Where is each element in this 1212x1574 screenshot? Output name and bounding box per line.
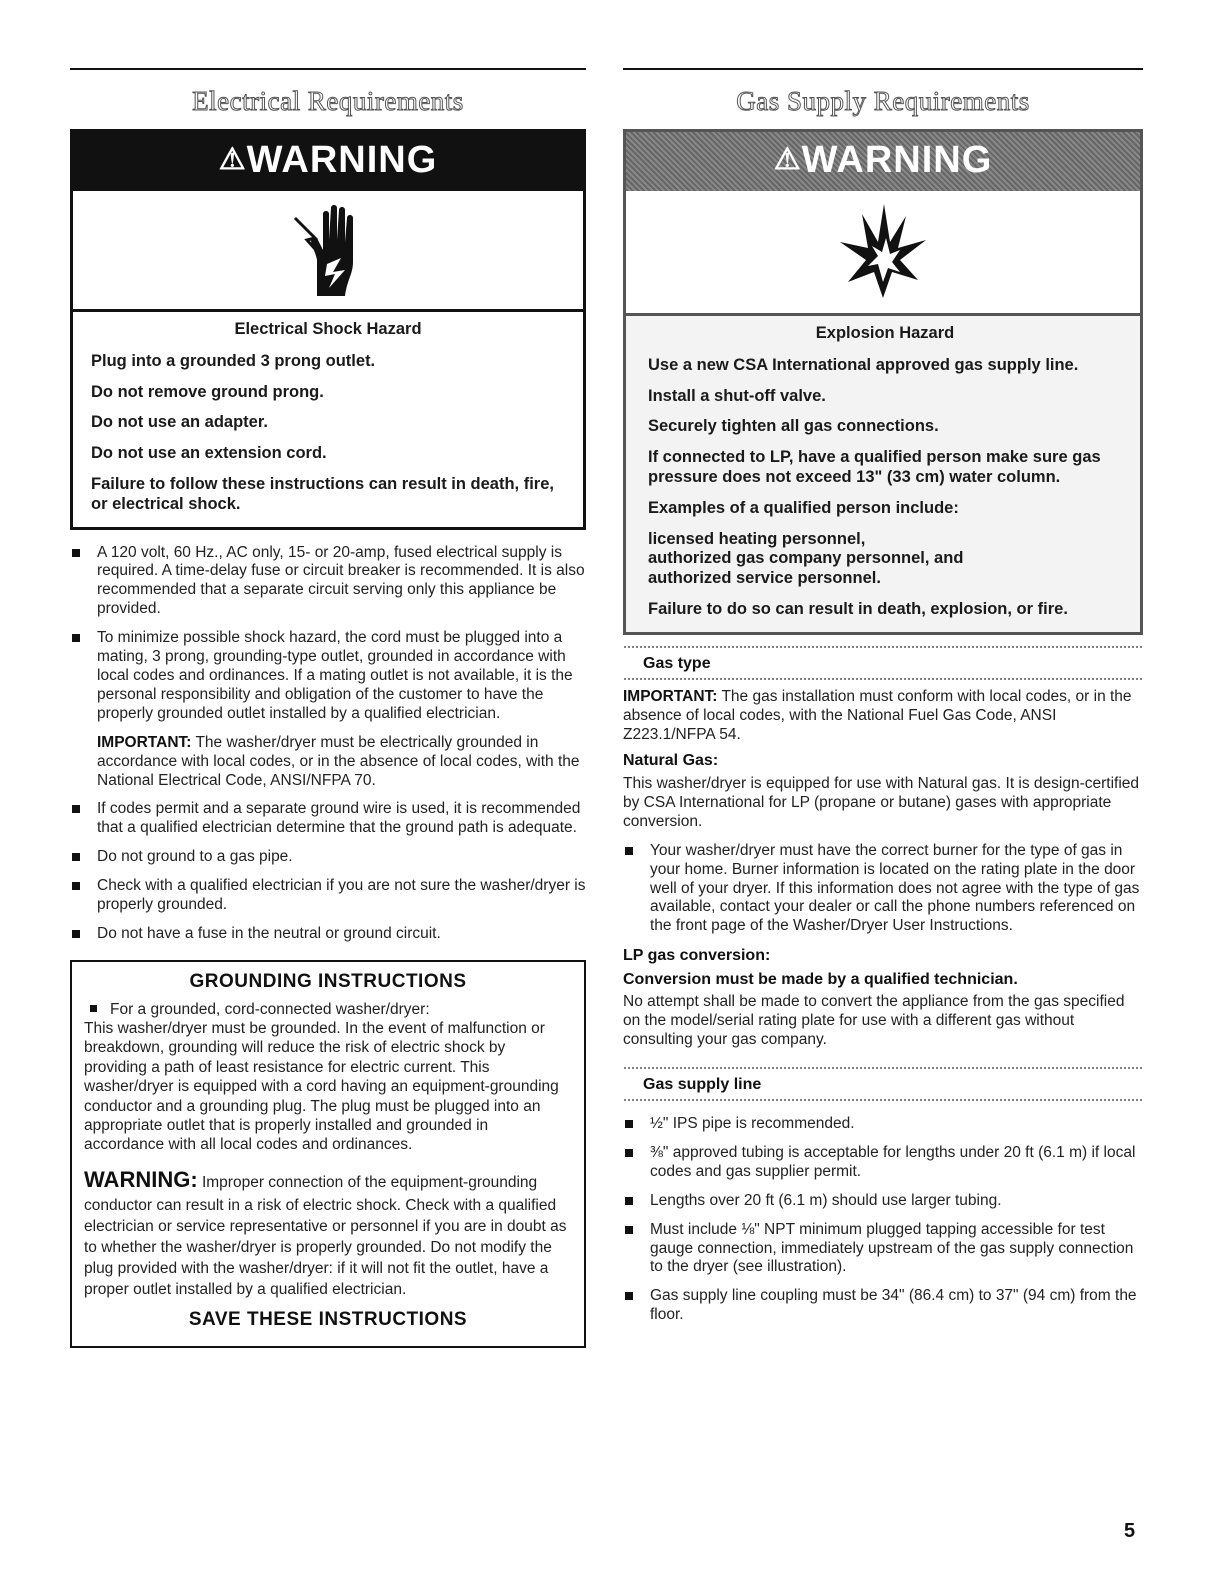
- top-rule: [623, 68, 1143, 70]
- list-item: A 120 volt, 60 Hz., AC only, 15- or 20-amp, fused electrical supply is required. A time-delay fuse or circuit breaker is recommended. It is also recommended that a separate circuit serving only this appliance be provided.: [70, 544, 586, 620]
- warning-line: Install a shut-off valve.: [648, 386, 826, 405]
- electrical-warning-box: [70, 129, 586, 530]
- page-number: 5: [1124, 1520, 1136, 1542]
- warning-triangle-icon: ⚠: [773, 143, 802, 176]
- grounding-bullet: For a grounded, cord-connected washer/dryer:: [84, 1000, 572, 1019]
- warning-line: Failure to do so can result in death, explosion, or fire.: [648, 599, 1068, 618]
- warning-header: ⚠WARNING: [626, 132, 1140, 191]
- electrical-warning-text: [73, 312, 583, 527]
- shock-hazard-icon-area: [73, 191, 583, 312]
- gas-title: Gas Supply Requirements: [736, 86, 1030, 116]
- grounding-warning: WARNING: Improper connection of the equipment-grounding conductor can result in a risk of electric shock. Check with a qualified electrician or service representative or personnel if you are in doubt as to whether the washer/dryer is properly grounded. Do not modify the plug provided with the washer/dryer: if it will not fit the outlet, have a proper outlet installed by a qualified electrician.: [84, 1166, 567, 1298]
- list-item: Your washer/dryer must have the correct burner for the type of gas in your home. Burner information is located on the rating plate in the door well of your dryer. If this information does not agree with the type of gas available, contact your dealer or call the phone numbers referenced on the front page of the Washer/Dryer User Instructions.: [623, 842, 1143, 937]
- lp-conversion-heading: LP gas conversion:: [623, 947, 771, 965]
- gas-warning-box: [623, 129, 1143, 635]
- warning-line: licensed heating personnel, authorized gas company personnel, and authorized service personnel.: [648, 529, 964, 588]
- hazard-title: Explosion Hazard: [815, 324, 955, 342]
- grounding-text: This washer/dryer must be grounded. In the event of malfunction or breakdown, grounding will reduce the risk of electric shock by providing a path of least resistance for electric current. This washer/dryer is equipped with a cord having an equipment-grounding conductor and a grounding plug. The plug must be plugged into an appropriate outlet that is properly installed and grounded in accordance with all local codes and ordinances.: [84, 1020, 559, 1154]
- warning-line: Examples of a qualified person include:: [648, 498, 959, 517]
- important-note: IMPORTANT: The gas installation must conform with local codes, or in the absence of local codes, with the National Fuel Gas Code, ANSI Z223.1/NFPA 54.: [623, 687, 1132, 743]
- natural-gas-text: This washer/dryer is equipped for use with Natural gas. It is design-certified by CSA International for LP (propane or butane) gases with appropriate conversion.: [623, 775, 1140, 830]
- grounding-title: GROUNDING INSTRUCTIONS: [189, 970, 467, 992]
- warning-line: Do not remove ground prong.: [91, 382, 324, 401]
- list-item: ½" IPS pipe is recommended.: [623, 1115, 1143, 1134]
- gas-column: [623, 68, 1143, 1335]
- list-item: ⅜" approved tubing is acceptable for lengths under 20 ft (6.1 m) if local codes and gas supplier permit.: [623, 1144, 1143, 1182]
- divider: [623, 677, 1143, 682]
- gas-type-heading: Gas type: [643, 654, 711, 672]
- gas-type-section: [623, 688, 1143, 1050]
- list-item: To minimize possible shock hazard, the cord must be plugged into a mating, 3 prong, grounding-type outlet, grounded in accordance with local codes and ordinances. If a mating outlet is not available, it is the personal responsibility and obligation of the customer to have the properly grounded outlet installed by a qualified electrician. IMPORTANT: The washer/dryer must be electrically grounded in accordance with local codes, or in the absence of local codes, with the National Electrical Code, ANSI/NFPA 70.: [70, 629, 586, 790]
- natural-gas-heading: Natural Gas:: [623, 752, 719, 770]
- list-item: If codes permit and a separate ground wire is used, it is recommended that a qualified electrician determine that the ground path is adequate.: [70, 800, 586, 838]
- list-item: Check with a qualified electrician if you are not sure the washer/dryer is properly grounded.: [70, 877, 586, 915]
- warning-line: Do not use an extension cord.: [91, 444, 327, 463]
- list-item: Gas supply line coupling must be 34" (86.4 cm) to 37" (94 cm) from the floor.: [623, 1287, 1143, 1325]
- divider: [623, 1098, 1143, 1103]
- hazard-title: Electrical Shock Hazard: [234, 320, 422, 338]
- save-instructions: SAVE THESE INSTRUCTIONS: [188, 1308, 468, 1330]
- lp-conversion-subheading: Conversion must be made by a qualified technician.: [623, 970, 1018, 988]
- warning-line: Plug into a grounded 3 prong outlet.: [91, 351, 376, 370]
- explosion-icon: [838, 202, 928, 302]
- natural-gas-bullets: [623, 842, 1143, 937]
- gas-supply-heading: Gas supply line: [643, 1076, 762, 1093]
- warning-line: Securely tighten all gas connections.: [648, 417, 939, 436]
- gas-supply-bullets: [623, 1115, 1143, 1325]
- list-item: Do not have a fuse in the neutral or ground circuit.: [70, 925, 586, 944]
- electric-shock-hand-icon: [293, 200, 363, 300]
- explosion-hazard-icon-area: [626, 191, 1140, 316]
- lp-conversion-text: No attempt shall be made to convert the appliance from the gas specified on the model/serial rating plate for use with a different gas without consulting your gas company.: [623, 993, 1125, 1049]
- list-item: Must include ⅛" NPT minimum plugged tapping accessible for test gauge connection, immediately upstream of the gas supply connection to the dryer (see illustration).: [623, 1221, 1143, 1278]
- warning-line: Do not use an adapter.: [91, 413, 268, 432]
- warning-line: Failure to follow these instructions can result in death, fire, or electrical shock.: [91, 474, 554, 513]
- top-rule: [70, 68, 586, 70]
- grounding-instructions-box: [70, 960, 586, 1348]
- warning-line: Use a new CSA International approved gas supply line.: [648, 355, 1079, 374]
- warning-header: ⚠WARNING: [73, 132, 583, 191]
- electrical-title: Electrical Requirements: [192, 86, 464, 116]
- list-item: Do not ground to a gas pipe.: [70, 848, 586, 867]
- electrical-column: [70, 68, 586, 1348]
- gas-warning-text: [626, 316, 1140, 632]
- warning-line: If connected to LP, have a qualified person make sure gas pressure does not exceed 13" (33 cm) water column.: [648, 448, 1101, 486]
- list-item: Lengths over 20 ft (6.1 m) should use larger tubing.: [623, 1192, 1143, 1211]
- warning-triangle-icon: ⚠: [218, 143, 247, 176]
- important-note: IMPORTANT: The washer/dryer must be electrically grounded in accordance with local codes, or in the absence of local codes, with the National Electrical Code, ANSI/NFPA 70.: [97, 733, 580, 789]
- electrical-bullets: [70, 544, 586, 944]
